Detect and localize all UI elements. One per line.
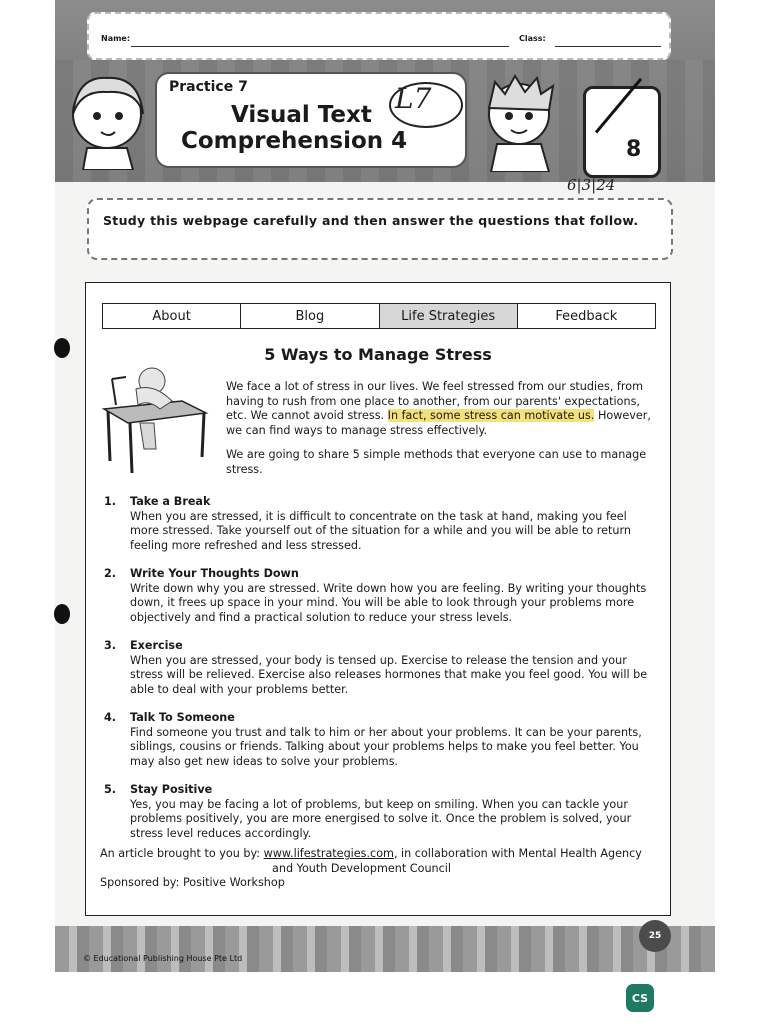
nav-life-strategies[interactable]: Life Strategies [380,304,518,328]
bottom-scenery-strip [55,926,715,972]
item-text: Yes, you may be facing a lot of problems, but keep on smiling. When you can tackle your problems positively, you are more energised to solve it. Once the problem is solved, your stress level reduces accordingly. [130,797,632,840]
copyright-text: © Educational Publishing House Pte Ltd [83,954,243,963]
methods-list [98,495,658,855]
title-line-1: Visual Text [231,102,372,128]
intro-paragraph-2: We are going to share 5 simple methods that everyone can use to manage stress. [226,448,647,476]
instruction-box [87,198,673,260]
item-number: 4. [104,711,117,724]
item-title: Write Your Thoughts Down [130,567,299,580]
collab-text-1: , in collaboration with Mental Health Agency [393,847,642,860]
item-title: Stay Positive [130,783,213,796]
item-text: When you are stressed, your body is tensed up. Exercise to release the tension and your stress will be relieved. Exercise also releases hormones that make you feel good. You will be able to deal with your problems better. [130,653,648,696]
intro-paragraph-1 [226,380,654,438]
credit-label: An article brought to you by: [100,847,264,860]
item-number: 1. [104,495,117,508]
collab-text-2: and Youth Development Council [272,861,451,875]
page-number: 25 [639,920,671,952]
item-text: Find someone you trust and talk to him or her about your problems. It can be your parents, siblings, cousins or friends. Talking about your problems helps to make you feel better. You may also get new ideas to solve your problems. [130,725,642,768]
item-title: Talk To Someone [130,711,235,724]
list-item [98,639,658,697]
name-class-box [87,12,671,60]
score-box [583,86,661,178]
list-item [98,711,658,769]
sponsor-line: Sponsored by: Positive Workshop [100,876,285,889]
article-intro [226,380,654,487]
name-line [131,46,509,47]
handwritten-mark: L7 [395,82,432,115]
webpage-nav [102,303,656,329]
girl-illustration [63,70,149,170]
instruction-text: Study this webpage carefully and then answer the questions that follow. [103,213,639,228]
intro-text-end: However, we can find ways to manage stress effectively. [226,409,651,437]
item-text: When you are stressed, it is difficult to concentrate on the task at hand, making you feel more stressed. Take yourself out of the situation for a while and you will be able to return feeling more refreshed and less stressed. [130,509,631,552]
item-title: Exercise [130,639,183,652]
score-denominator: 8 [626,137,642,162]
list-item [98,495,658,553]
item-number: 2. [104,567,117,580]
intro-highlighted-text: In fact, some stress can motivate us. [387,409,595,422]
nav-blog[interactable]: Blog [241,304,379,328]
webpage-frame [85,282,671,916]
nav-feedback[interactable]: Feedback [555,308,618,324]
handwritten-date: 6|3|24 [567,176,616,194]
title-line-2: Comprehension 4 [181,128,408,154]
intro-text-start: We face a lot of stress in our lives. We feel stressed from our studies, from having to rush from one place to another, from our parents' expectations, etc. We cannot avoid stress. [226,380,643,422]
name-label: Name: [101,34,131,43]
website-link[interactable]: www.lifestrategies.com [263,847,394,860]
item-text: Write down why you are stressed. Write down how you are feeling. By writing your thoughts down, it frees up space in your mind. You will be able to look through your problems more objectively and find a practical solution to reduce your stress levels. [130,581,647,624]
practice-label: Practice 7 [169,79,248,95]
title-box [155,72,467,168]
worksheet-page [55,0,715,972]
list-item [98,783,658,841]
item-number: 3. [104,639,117,652]
article-title: 5 Ways to Manage Stress [264,345,492,364]
stressed-figure-illustration [100,365,210,475]
score-slash [595,78,642,134]
list-item [98,567,658,625]
nav-about[interactable]: About [103,304,241,328]
item-number: 5. [104,783,117,796]
credit-line [100,847,660,862]
article-footer [100,847,660,891]
binder-hole-icon [54,604,70,624]
binder-hole-icon [54,338,70,358]
boy-illustration [475,72,563,172]
class-label: Class: [519,34,546,43]
scanner-logo: CS [626,984,654,1012]
item-title: Take a Break [130,495,211,508]
class-line [555,46,661,47]
